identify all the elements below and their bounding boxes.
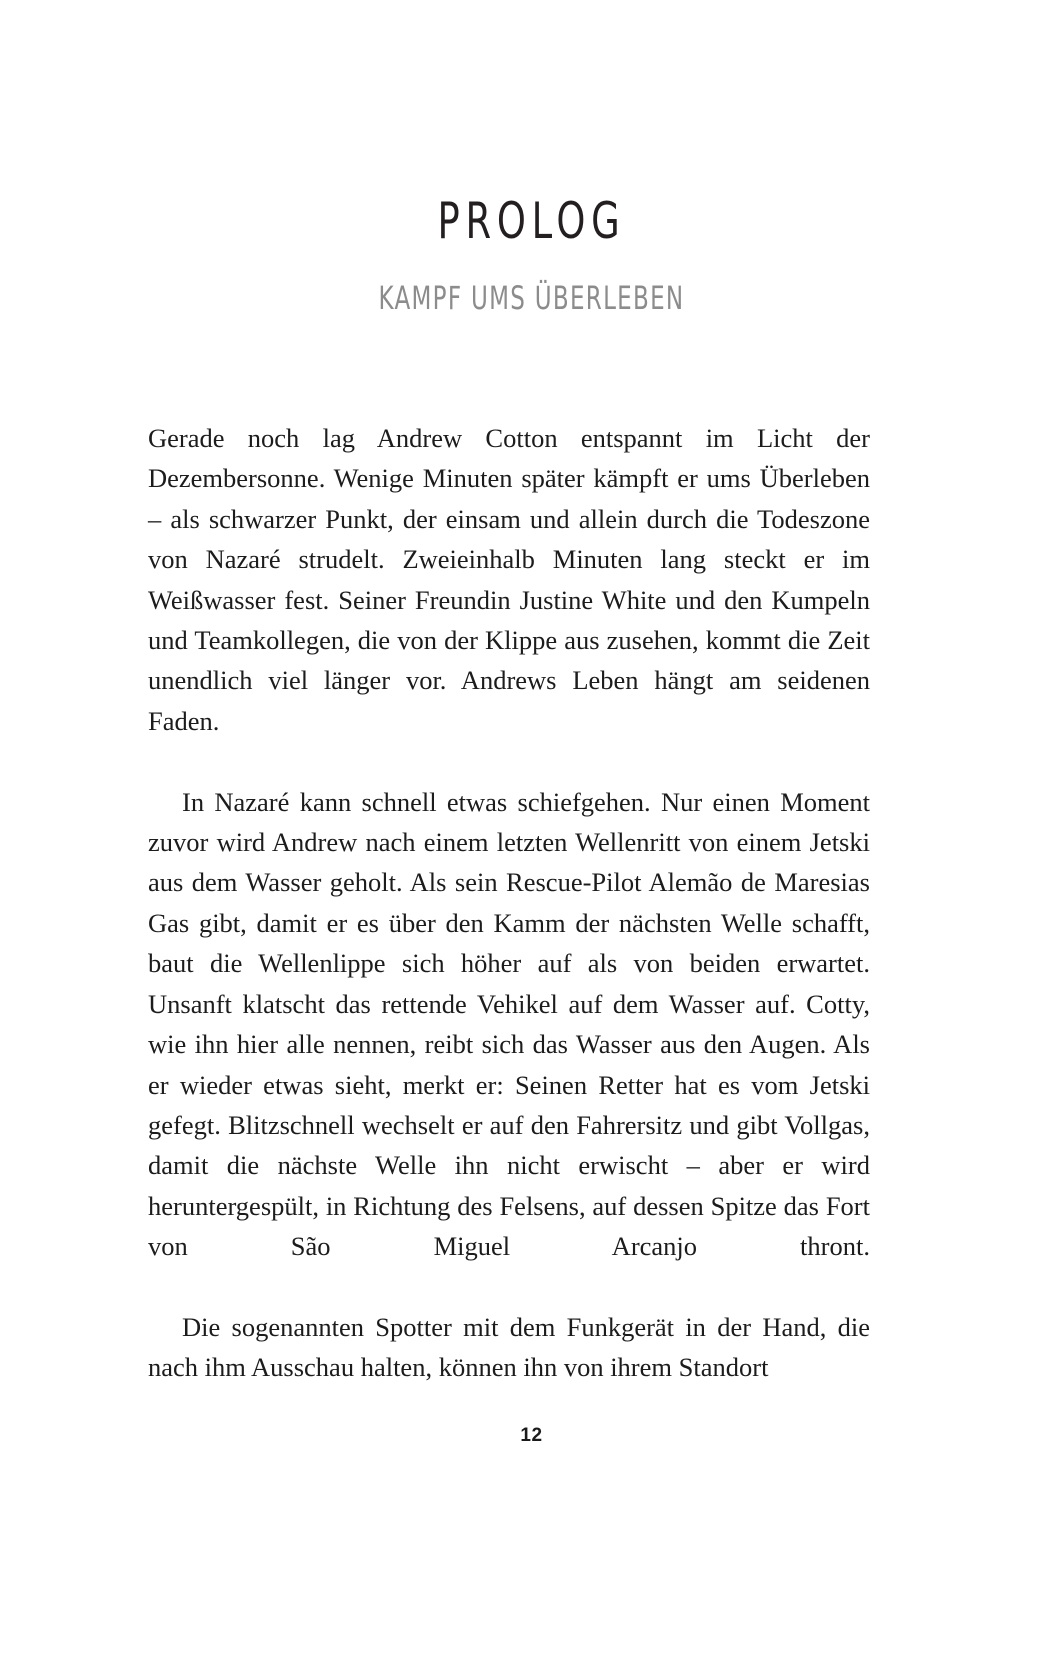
chapter-subtitle: KAMPF UMS ÜBERLEBEN bbox=[378, 279, 685, 317]
body-paragraph: Die sogenannten Spotter mit dem Funkgerät in der Hand, die nach ihm Ausschau halten, können ihn von ihrem Standort bbox=[148, 1311, 870, 1383]
body-paragraph: Gerade noch lag Andrew Cotton entspannt im Licht der Dezembersonne. Wenige Minuten später kämpft er ums Überleben – als schwarzer Punkt, der einsam und allein durch die Todeszone von Nazaré strudelt. Zweieinhalb Minuten lang steckt er im Weißwasser fest. Seiner Freundin Justine White und den Kumpeln und Teamkollegen, die von der Klippe aus zusehen, kommt die Zeit unendlich viel länger vor. Andrews Leben hängt am seidenen Faden. bbox=[148, 423, 870, 736]
body-text-column bbox=[148, 418, 870, 1388]
body-paragraph: In Nazaré kann schnell etwas schiefgehen. Nur einen Moment zuvor wird Andrew nach einem letzten Wellenritt von einem Jetski aus dem Wasser geholt. Als sein Rescue-Pilot Alemão de Maresias Gas gibt, damit er es über den Kamm der nächsten Welle schafft, baut die Wellenlippe sich höher auf als von beiden erwartet. Unsanft klatscht das rettende Vehikel auf dem Wasser auf. Cotty, wie ihn hier alle nennen, reibt sich das Wasser aus den Augen. Als er wieder etwas sieht, merkt er: Seinen Retter hat es vom Jetski gefegt. Blitzschnell wechselt er auf den Fahrersitz und gibt Vollgas, damit die nächste Welle ihn nicht erwischt – aber er wird heruntergespült, in Richtung des Felsens, auf dessen Spitze das Fort von São Miguel Arcanjo thront. bbox=[148, 786, 870, 1262]
chapter-header bbox=[0, 192, 1063, 317]
page-title: PROLOG bbox=[437, 192, 626, 250]
page-number: 12 bbox=[520, 1425, 543, 1446]
